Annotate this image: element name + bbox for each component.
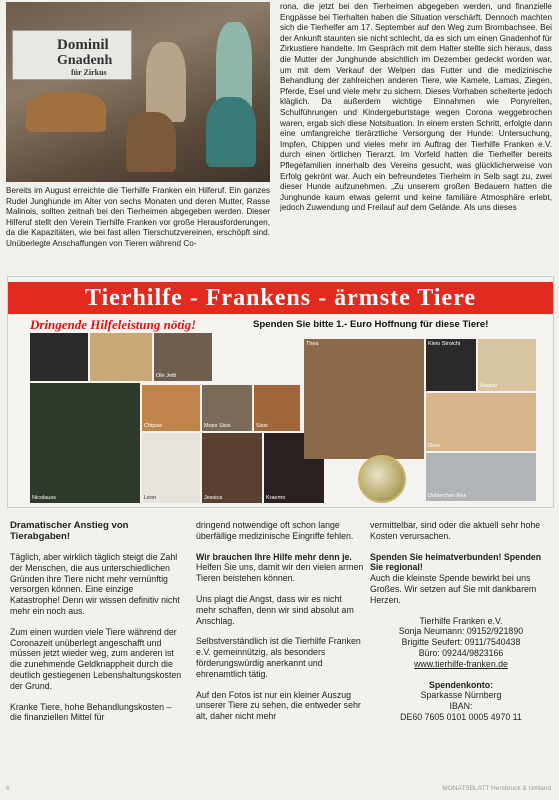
website-link[interactable]: www.tierhilfe-franken.de: [414, 658, 508, 669]
magazine-name: MONATSBLATT Hersbruck & Umland: [442, 785, 551, 792]
article-text-left: Bereits im August erreichte die Tierhilfe Franken ein Hilferuf. Ein ganzes Rudel Junghunde im Alter von sechs Monaten und deren Mutter, Rasse Malinois, sollten zeitnah bei den Tierheimen abgegeben werden. Dieser Hilferuf stellt den Verein Tierhilfe Franken vor große Herausforderungen, da die Kapazitäten, wie bei fast allen Tierschutzvereinen, erschöpft sind. Unüberlegte Anschaffungen von Tieren während Co-: [6, 186, 270, 248]
article-text-right: rona, die jetzt bei den Tierheimen abgegeben werden, und finanzielle Engpässe bei Tierhalten haben die Situation verschärft. Dennoch machten sich die Tierhelfer am 17. September auf den Weg zum Brombachsee. Bei der Ankunft staunten sie nicht schlecht, da es sich um einen Gnadenhof für Zirkustiere handelte. Im Gespräch mit dem Halter stellte sich heraus, dass die Mutter der Junghunde absichtlich im Dezember gedeckt worden war, um mit dem Verkauf der Welpen das Futter und die medizinische Behandlung der zahlreichen anderen Tiere, wie Kamele, Lamas, Ziegen, Pferde, Esel und viele mehr zu sichern. Dieses Vorhaben scheiterte jedoch kläglich. Da außerdem wichtige Einnahmen wie Ponyreiten, Schulführungen und Kindergeburtstage wegen Corona weggebrochen waren, ergab sich diese Notsituation. In einem ersten Schritt, erfolgte dann eine umfangreiche tierärztliche Versorgung der Hunde: Untersuchung, Impfen, Chippen und vieles mehr im Auftrag der Tierhilfe Franken e.V. durch einen örtlichen Tierarzt. Im Vorfeld hatten die Tierhelfer bereits Pflegefamilien innerhalb des Vereins gesucht, was glücklicherweise von Erfolg gekrönt war. Auch ein befreundetes Tierheim in Selb sagt zu, zwei dieser Hunde aufzunehmen. „Zu unserem großen Bedauern hatten die Junghunde kaum etwas gelernt und keine familiäre Atmosphäre erlebt, jedoch Zuwendung und Freilauf auf dem Gelände. Als uns dieses: [280, 2, 552, 213]
poster-donation-note: Spenden Sie bitte 1.- Euro Hoffnung für diese Tiere!: [253, 319, 489, 330]
gnadenhof-banner: Dominil Gnadenh für Zirkus: [12, 30, 132, 80]
page-number: 6: [6, 785, 10, 792]
column-1: Dramatischer Anstieg von Tierabgaben! Täglich, aber wirklich täglich steigt die Zahl der Menschen, die aus unterschiedlichen Gründen ihre Tiere nicht mehr vernünftig versorgen können. Eine einzige Katastrophe! Denn wir wissen definitiv nicht mehr ein noch aus. Zum einen wurden viele Tiere während der Coronazeit unüberlegt angeschafft und müssen jetzt wieder weg, zum anderen ist die zunehmende Geldknappheit durch die deutlich gestiegenen Lebenshaltungskosten der Grund. Kranke Tiere, hohe Behandlungskosten – die finanziellen Mittel für: [10, 520, 182, 723]
poster-title: Tierhilfe - Frankens - ärmste Tiere: [84, 285, 477, 311]
euro-coin-icon: [358, 455, 406, 503]
article-photo: [6, 2, 270, 182]
poster-title-bar: [8, 282, 553, 314]
col2-heading: Wir brauchen Ihre Hilfe mehr denn je.: [196, 551, 352, 562]
column-3: vermittelbar, sind oder die aktuell sehr hohe Kosten verursachen. Spenden Sie heimatverbunden! Spenden Sie regional! Auch die kleinste Spende bewirkt bei uns Großes. Wir setzen auf Sie mit dankbarem Herzen. Tierhilfe Franken e.V. Sonja Neumann: 09152/921890 Brigitte Seufert: 0911/7540438 Büro: 09244/9823166 www.tierhilfe-franken.de Spendenkonto: Sparkasse Nürnberg IBAN: DE60 7605 0101 0005 4970 11: [370, 520, 552, 723]
poster-subtitle: Dringende Hilfeleistung nötig!: [30, 317, 197, 332]
col3-heading: Spenden Sie heimatverbunden! Spenden Sie regional!: [370, 551, 542, 573]
col1-heading: Dramatischer Anstieg von Tierabgaben!: [10, 520, 129, 542]
column-2: dringend notwendige oft schon lange überfällige medizinische Eingriffe fehlen. Wir brauchen Ihre Hilfe mehr denn je. Helfen Sie uns, damit wir den vielen armen Tieren beistehen können. Uns plagt die Angst, dass wir es nicht mehr schaffen, denn wir sind absolut am Anschlag. Selbstverständlich ist die Tierhilfe Franken e.V. gemeinnützig, als besonders förderungswürdig anerkannt und ehrenamtlich tätig. Auf den Fotos ist nur ein kleiner Auszug unserer Tiere zu sehen, die entweder sehr alt, daher nicht mehr: [196, 520, 364, 722]
donation-poster: Tierhilfe - Frankens - ärmste Tiere Dringende Hilfeleistung nötig! Spenden Sie bitte 1.- Euro Hoffnung für diese Tiere! Ole Jetti Nicolauss Chipsie Mops Sissi Sissi Leon Jessica Kraemo Thea Kleio Stroichi Angelo Oreo Doberchen Rex: [7, 276, 554, 508]
contact-block: Tierhilfe Franken e.V. Sonja Neumann: 09152/921890 Brigitte Seufert: 0911/7540438 Büro: 09244/9823166 www.tierhilfe-franken.de Spendenkonto: Sparkasse Nürnberg IBAN: DE60 7605 0101 0005 4970 11: [370, 616, 552, 723]
